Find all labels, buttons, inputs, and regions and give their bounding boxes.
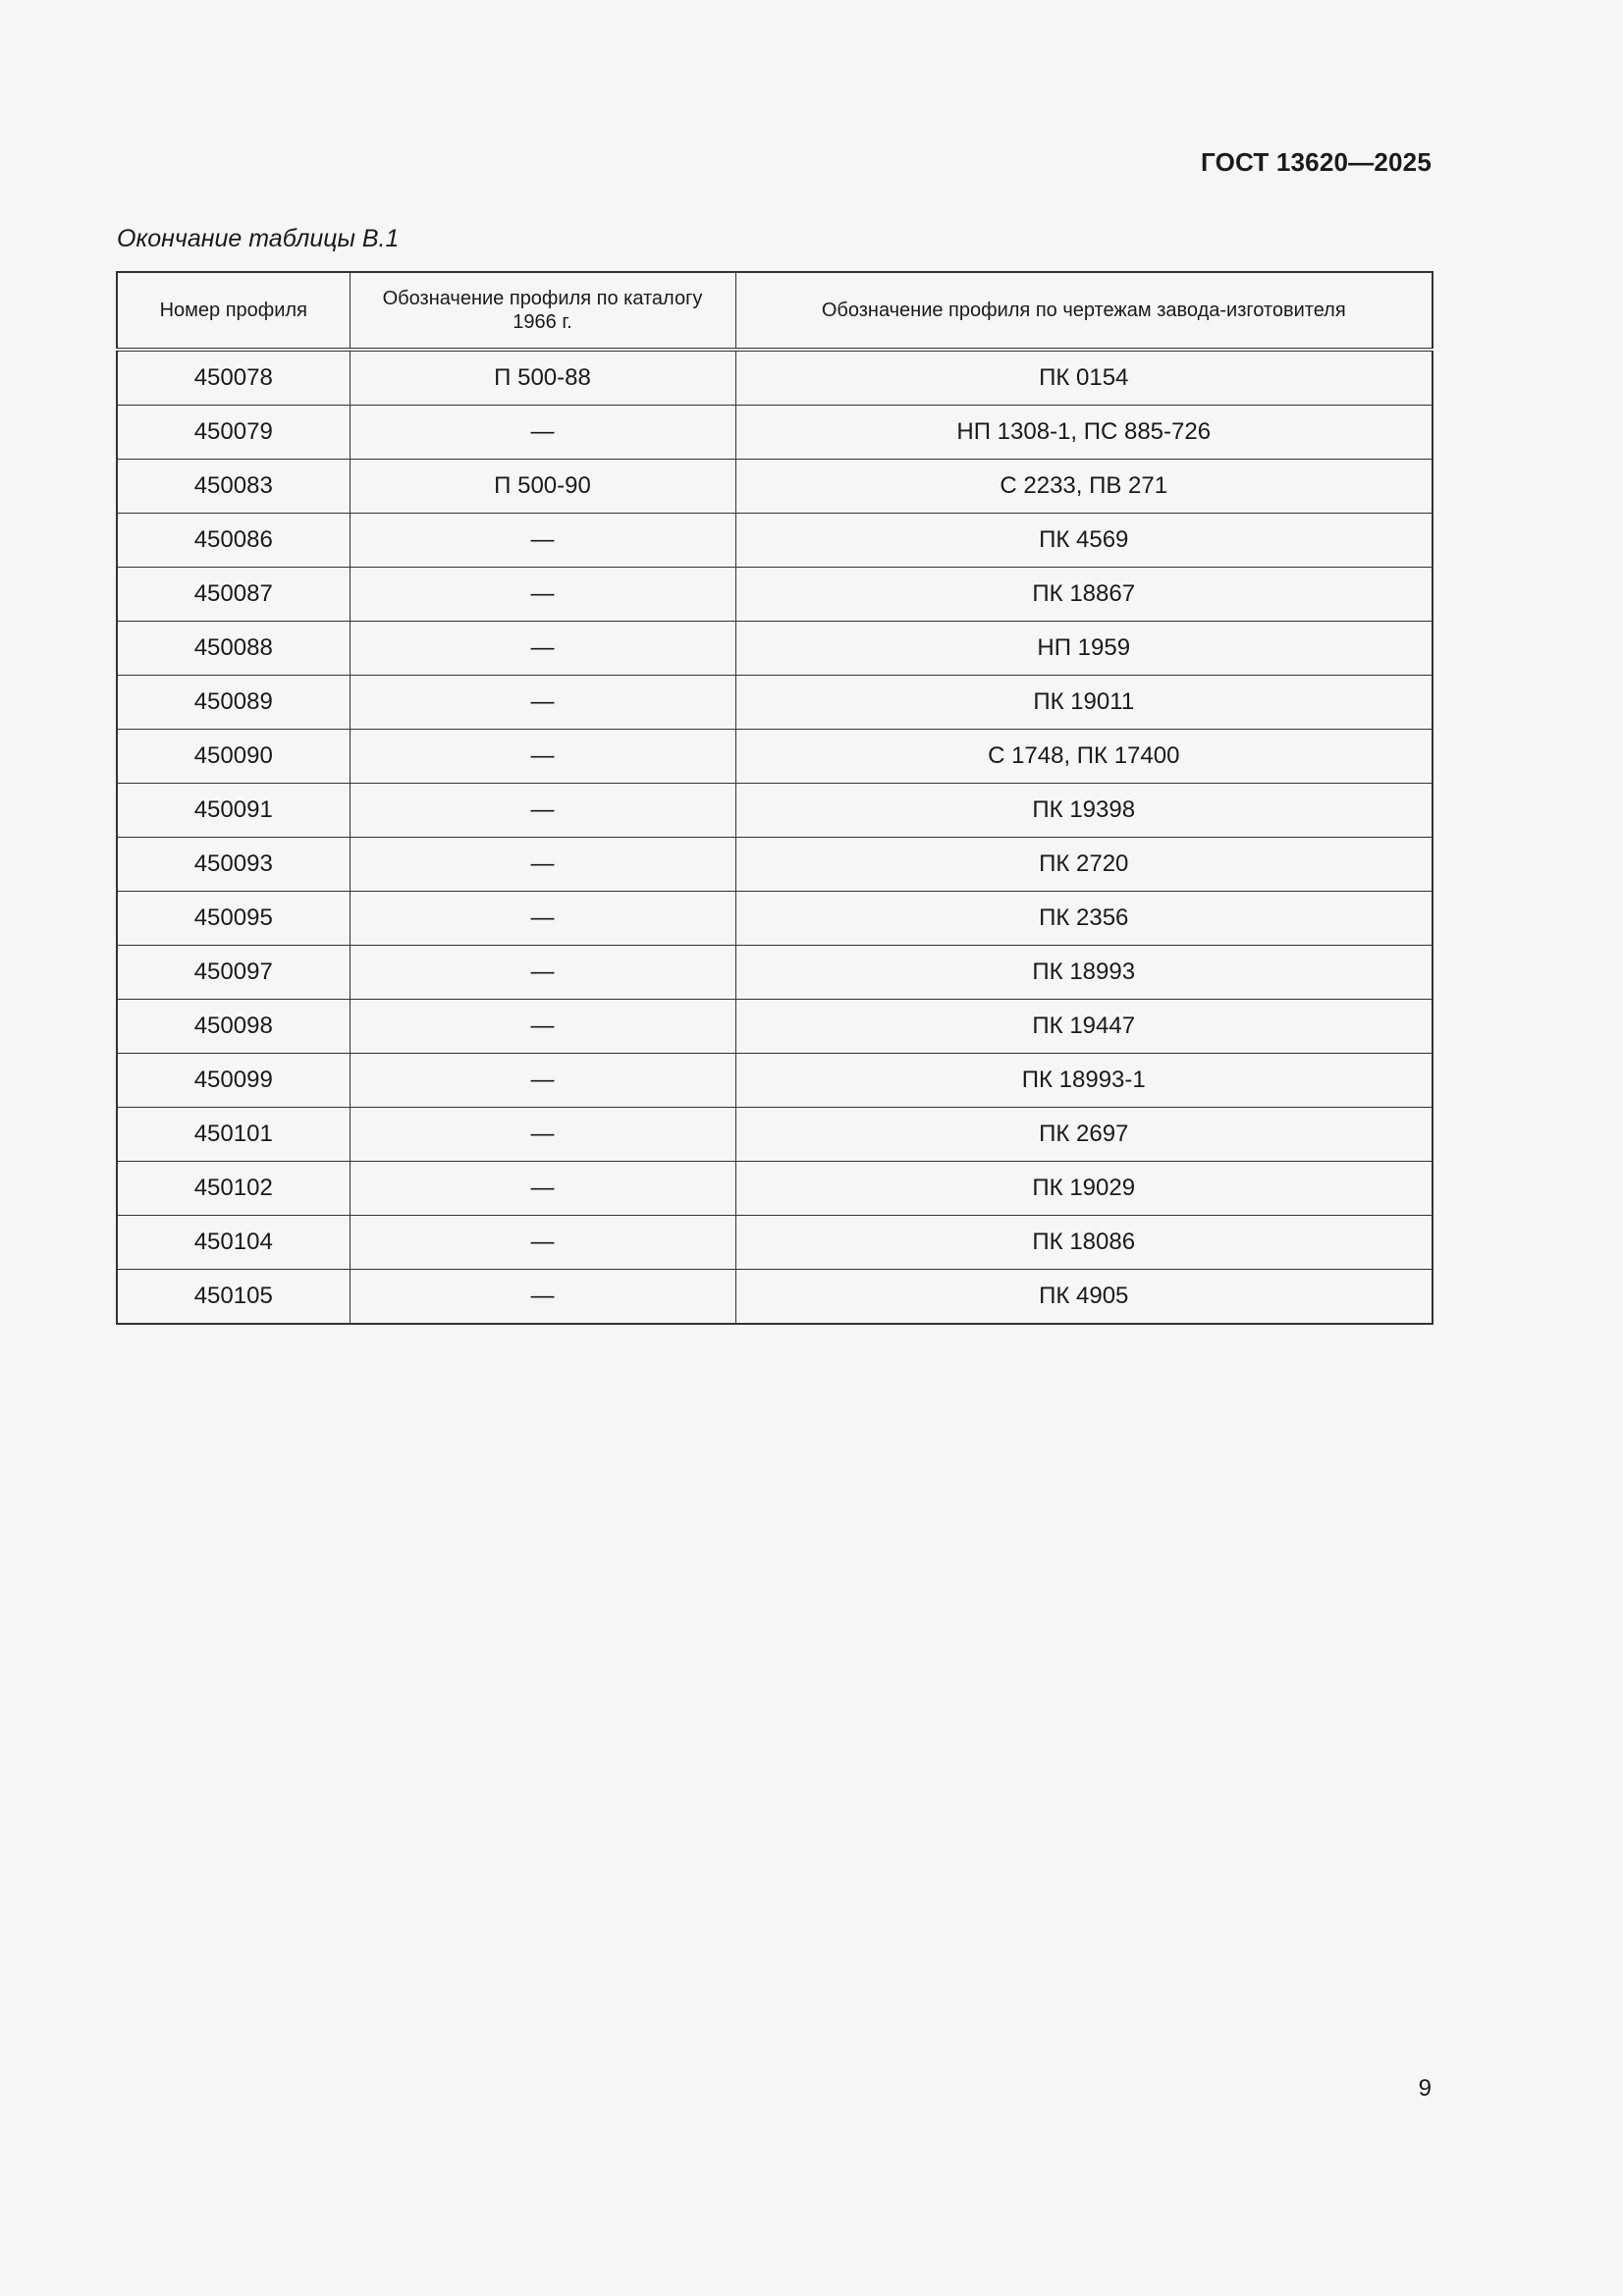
table-row — [117, 676, 1433, 730]
table-row — [117, 568, 1433, 622]
table-row — [117, 622, 1433, 676]
table-row — [117, 1216, 1433, 1270]
cell-profile-number: 450090 — [117, 730, 350, 784]
cell-catalog-1966: — — [350, 730, 735, 784]
page-number: 9 — [1418, 2075, 1432, 2102]
cell-factory-drawing: ПК 2720 — [735, 838, 1433, 892]
cell-factory-drawing: С 1748, ПК 17400 — [735, 730, 1433, 784]
cell-catalog-1966: — — [350, 1108, 735, 1162]
table-row — [117, 892, 1433, 946]
cell-profile-number: 450104 — [117, 1216, 350, 1270]
cell-profile-number: 450086 — [117, 514, 350, 568]
cell-catalog-1966: — — [350, 622, 735, 676]
column-header-factory-drawings: Обозначение профиля по чертежам завода-изготовителя — [735, 272, 1433, 350]
cell-profile-number: 450078 — [117, 350, 350, 406]
cell-factory-drawing: С 2233, ПВ 271 — [735, 460, 1433, 514]
cell-profile-number: 450083 — [117, 460, 350, 514]
cell-factory-drawing: ПК 4905 — [735, 1270, 1433, 1325]
table-row — [117, 1108, 1433, 1162]
cell-catalog-1966: — — [350, 1162, 735, 1216]
cell-factory-drawing: ПК 4569 — [735, 514, 1433, 568]
cell-catalog-1966: — — [350, 838, 735, 892]
cell-profile-number: 450079 — [117, 406, 350, 460]
cell-factory-drawing: НП 1308-1, ПС 885-726 — [735, 406, 1433, 460]
cell-profile-number: 450098 — [117, 1000, 350, 1054]
cell-profile-number: 450101 — [117, 1108, 350, 1162]
cell-catalog-1966: — — [350, 1000, 735, 1054]
cell-factory-drawing: НП 1959 — [735, 622, 1433, 676]
cell-catalog-1966: — — [350, 784, 735, 838]
cell-factory-drawing: ПК 19447 — [735, 1000, 1433, 1054]
table-body — [117, 350, 1433, 1324]
cell-profile-number: 450099 — [117, 1054, 350, 1108]
cell-catalog-1966: П 500-88 — [350, 350, 735, 406]
cell-profile-number: 450088 — [117, 622, 350, 676]
document-id: ГОСТ 13620—2025 — [1201, 147, 1432, 177]
cell-catalog-1966: — — [350, 1054, 735, 1108]
cell-catalog-1966: — — [350, 568, 735, 622]
cell-catalog-1966: — — [350, 1270, 735, 1325]
table-row — [117, 406, 1433, 460]
table-row — [117, 784, 1433, 838]
cell-factory-drawing: ПК 19398 — [735, 784, 1433, 838]
cell-factory-drawing: ПК 19011 — [735, 676, 1433, 730]
column-header-catalog-1966: Обозначение профиля по каталогу 1966 г. — [350, 272, 735, 350]
table-row — [117, 350, 1433, 406]
cell-factory-drawing: ПК 18993 — [735, 946, 1433, 1000]
table-row — [117, 1000, 1433, 1054]
cell-profile-number: 450089 — [117, 676, 350, 730]
table-caption: Окончание таблицы В.1 — [117, 225, 400, 252]
cell-profile-number: 450097 — [117, 946, 350, 1000]
table-row — [117, 460, 1433, 514]
cell-factory-drawing: ПК 18993-1 — [735, 1054, 1433, 1108]
cell-catalog-1966: — — [350, 1216, 735, 1270]
cell-catalog-1966: — — [350, 892, 735, 946]
table-row — [117, 946, 1433, 1000]
cell-catalog-1966: — — [350, 946, 735, 1000]
cell-profile-number: 450091 — [117, 784, 350, 838]
cell-profile-number: 450087 — [117, 568, 350, 622]
cell-catalog-1966: — — [350, 406, 735, 460]
cell-profile-number: 450095 — [117, 892, 350, 946]
table-row — [117, 1162, 1433, 1216]
cell-profile-number: 450093 — [117, 838, 350, 892]
cell-profile-number: 450105 — [117, 1270, 350, 1325]
cell-factory-drawing: ПК 0154 — [735, 350, 1433, 406]
cell-factory-drawing: ПК 18867 — [735, 568, 1433, 622]
cell-profile-number: 450102 — [117, 1162, 350, 1216]
cell-factory-drawing: ПК 2356 — [735, 892, 1433, 946]
table-row — [117, 730, 1433, 784]
cell-catalog-1966: П 500-90 — [350, 460, 735, 514]
cell-factory-drawing: ПК 19029 — [735, 1162, 1433, 1216]
table-row — [117, 1054, 1433, 1108]
cell-factory-drawing: ПК 2697 — [735, 1108, 1433, 1162]
table-header-row — [117, 272, 1433, 350]
column-header-profile-number: Номер профиля — [117, 272, 350, 350]
table-row — [117, 1270, 1433, 1325]
table-row — [117, 514, 1433, 568]
cell-factory-drawing: ПК 18086 — [735, 1216, 1433, 1270]
cell-catalog-1966: — — [350, 676, 735, 730]
table-row — [117, 838, 1433, 892]
profile-table — [116, 271, 1434, 1325]
cell-catalog-1966: — — [350, 514, 735, 568]
